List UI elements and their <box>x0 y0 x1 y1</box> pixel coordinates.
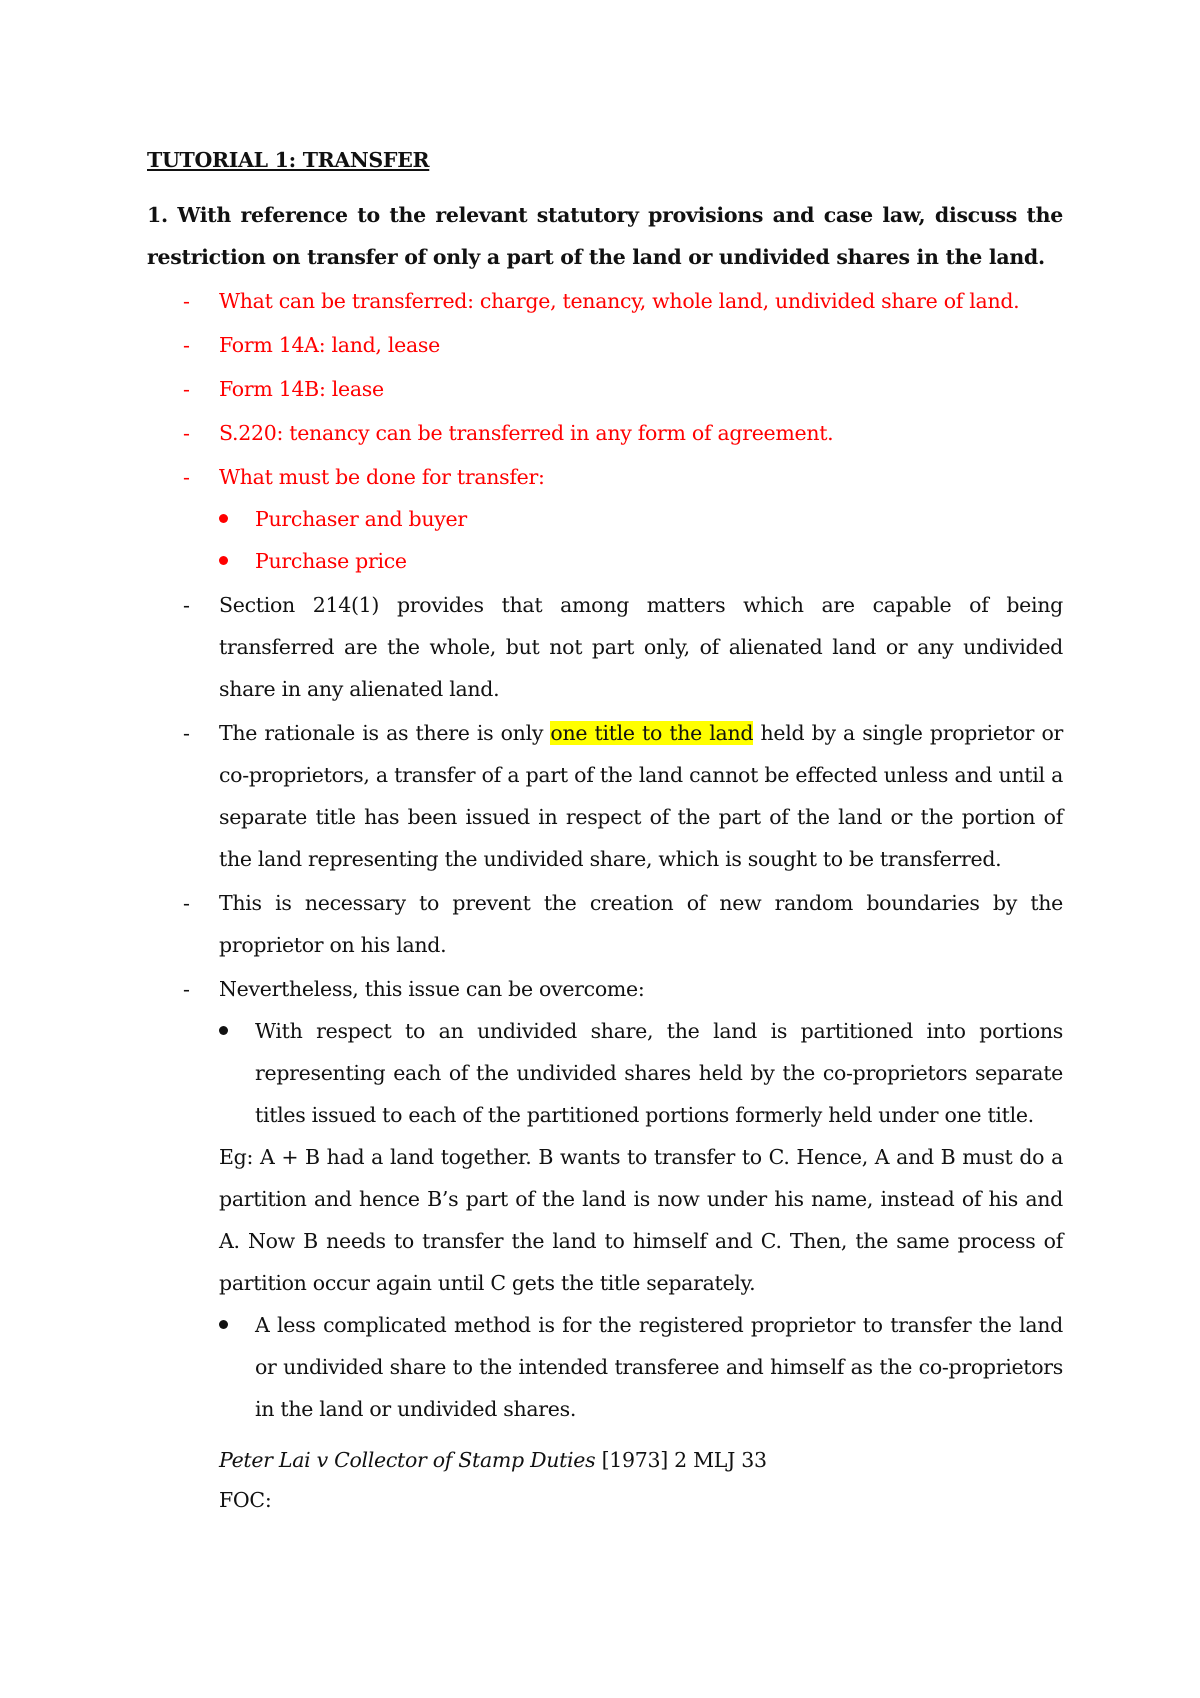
list-item-text: Form 14A: land, lease <box>219 333 440 357</box>
dash-marker: - <box>183 377 190 401</box>
bullet-item-text: A less complicated method is for the registered proprietor to transfer the land or undivided share to the intended transferee and himself as the co-proprietors in the land or undivided shares. <box>255 1313 1063 1421</box>
document-title: TUTORIAL 1: TRANSFER <box>147 148 430 172</box>
rationale-text-end: held by a single proprietor or co-proprietors, a transfer of a part of the land cannot be effected unless and until a separate title has been issued in respect of the part of the land or the portion of the land representing the undivided share, which is sought to be transferred. <box>219 721 1063 871</box>
list-item <box>147 584 1063 710</box>
list-item <box>147 324 1063 366</box>
rationale-text-start: The rationale is as there is only <box>219 721 551 745</box>
dash-marker: - <box>183 333 190 357</box>
dash-marker: - <box>183 421 190 445</box>
list-item-text: Nevertheless, this issue can be overcome: <box>219 977 645 1001</box>
dash-marker: - <box>183 977 190 1001</box>
list-item-text: Section 214(1) provides that among matters which are capable of being transferred are the whole, but not part only, of alienated land or any undivided share in any alienated land. <box>219 593 1063 701</box>
case-citation <box>147 1440 1063 1480</box>
bullet-item-text: Purchaser and buyer <box>255 507 467 531</box>
bullet-item-text: Purchase price <box>255 549 407 573</box>
bullet-dot-icon <box>219 556 228 565</box>
case-reference: [1973] 2 MLJ 33 <box>595 1448 767 1472</box>
highlighted-text: one title to the land <box>550 721 754 745</box>
bullet-dot-icon <box>219 1320 228 1329</box>
list-item-text: This is necessary to prevent the creation of new random boundaries by the proprietor on his land. <box>219 891 1063 957</box>
list-item <box>147 882 1063 966</box>
list-item-text: Form 14B: lease <box>219 377 384 401</box>
dash-marker: - <box>183 721 190 745</box>
list-item-text: What can be transferred: charge, tenancy, whole land, undivided share of land. <box>219 289 1020 313</box>
dash-marker: - <box>183 465 190 489</box>
list-item <box>147 368 1063 410</box>
list-item <box>147 412 1063 454</box>
list-item <box>147 968 1063 1010</box>
list-item <box>147 456 1063 498</box>
dash-marker: - <box>183 289 190 313</box>
foc-label: FOC: <box>219 1488 272 1512</box>
example-paragraph: Eg: A + B had a land together. B wants to transfer to C. Hence, A and B must do a partition and hence B’s part of the land is now under his name, instead of his and A. Now B needs to transfer the land to himself and C. Then, the same process of partition occur again until C gets the title separately. <box>219 1145 1063 1295</box>
bullet-item <box>147 1304 1063 1430</box>
case-name: Peter Lai v Collector of Stamp Duties <box>219 1448 596 1472</box>
bullet-item-text: With respect to an undivided share, the land is partitioned into portions representing each of the undivided shares held by the co-proprietors separate titles issued to each of the partitioned portions formerly held under one title. <box>255 1019 1063 1127</box>
dash-marker: - <box>183 891 190 915</box>
list-item <box>147 280 1063 322</box>
bullet-item <box>147 1010 1063 1136</box>
bullet-item <box>147 540 1063 582</box>
bullet-item <box>147 498 1063 540</box>
list-item-text: What must be done for transfer: <box>219 465 545 489</box>
bullet-dot-icon <box>219 1026 228 1035</box>
list-item-text: S.220: tenancy can be transferred in any form of agreement. <box>219 421 834 445</box>
question-1: 1. With reference to the relevant statutory provisions and case law, discuss the restriction on transfer of only a part of the land or undivided shares in the land. <box>147 203 1063 269</box>
document-body <box>147 140 1063 1520</box>
dash-marker: - <box>183 593 190 617</box>
list-item <box>147 712 1063 880</box>
bullet-dot-icon <box>219 514 228 523</box>
